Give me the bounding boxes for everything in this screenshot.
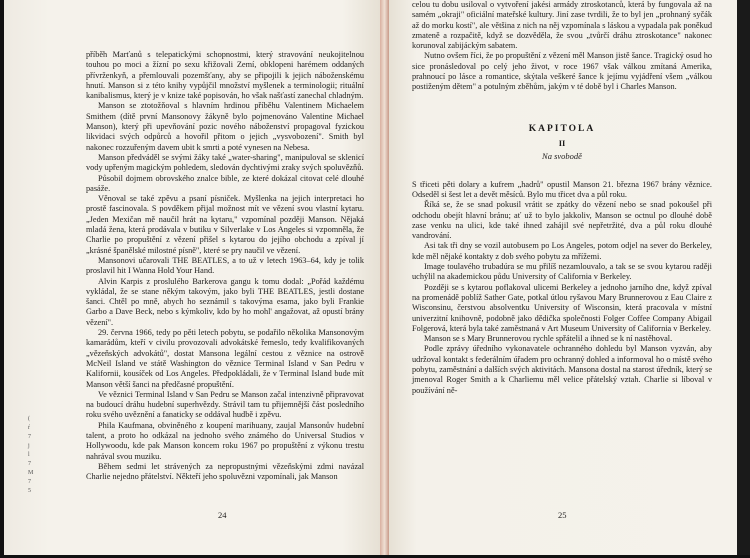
paragraph: Manson se ztotožňoval s hlavním hrdinou příběhu Valentinem Michaelem Smithem (dítě první Mansonovy žákyně bylo pojmenováno Valentine Michael Manson), který při upevňování pozic nového náboženství propagoval fyzickou likvidaci svých odpůrců a hovořil přitom o jejich „vysvobození". Smith byl nakonec rozzuřeným davem ubit k smrti a poté vynesen na Nebesa. [86, 101, 364, 152]
paragraph: Manson se s Mary Brunnerovou rychle spřátelil a ihned se k ní nastěhoval. [424, 334, 673, 344]
book-spine [380, 0, 389, 555]
paragraph: příběh Marťanů s telepatickými schopnostmi, který stravování neukojitelnou touhou po moci a žízní po sexu křižovali Zemí, obklopeni harémem oddaných přívrženkyň, a přemlouvali pozemšťany, aby se připojili k jejich náboženskému hnutí. Manson si z této knihy vypůjčil množství myšlenek a terminologii; rituální kanibalismus, který je v knize také popisován, ho však našťastí zanechal chladným. [86, 50, 364, 101]
margin-mark: 7 [28, 479, 31, 485]
paragraph: Manson předváděl se svými žáky také „water-sharing", manipuloval se sklenicí vody upřeným magickým pohledem, sledován dychtivými zraky svých spoluvězňů. [86, 152, 364, 173]
left-page [4, 0, 381, 555]
paragraph: celou tu dobu usiloval o vytvoření jakési armády ztroskotanců, která by fungovala až na samém „okraji" oficiální mateřské kultury. Jiní zase tvrdili, že to byl jen „prohnaný syčák až do morku kostí", ale většina z nich na něj vzpomínala s láskou a vypadala pak poněkud zmateně a rozpačitě, když se dozvěděla, že svou „tvůrčí dráhu ztroskotance" nakonec korunoval zabijáckým sabatem. [412, 0, 712, 51]
paragraph: Asi tak tři dny se vozil autobusem po Los Angeles, potom odjel na sever do Berkeley, kde měl nějaké kontakty z dob svého pobytu za mřížemi. [412, 241, 712, 261]
right-bottom-text [412, 180, 712, 396]
margin-mark: 7 [28, 434, 31, 440]
paragraph: Image toulavého trubadúra se mu přilíš nezamlouvalo, a tak se se svou kytarou raději uchýlil na akademickou půdu University of California v Berkeley. [412, 262, 712, 282]
paragraph: 29. června 1966, tedy po pěti letech pobytu, se podařilo několika Mansonovým kamarádům, kteří v civilu provozovali advokátské řemeslo, tedy kvalifikovaných „vězeňských advokátů", dostat Mansona legální cestou z věznice na ostrově McNeil Island ve státě Washington do věznice Terminal Island v San Pedru v Kalifornii, kousíček od Los Angeles. Předpokládali, že v Terminal Island bude mít Manson větší šanci na předčasné propuštění. [86, 328, 364, 389]
paragraph: Ve věznici Terminal Island v San Pedru se Manson začal intenzivně připravovat na budoucí dráhu hudební superhvězdy. Strávil tam tu přijemnější část posledního roku svého uvěznění a fanaticky se oddával hudbě i zpěvu. [86, 389, 364, 420]
right-page [389, 0, 737, 555]
margin-mark: ( [28, 416, 30, 422]
margin-mark: 5 [28, 488, 31, 494]
page-number-left: 24 [218, 510, 227, 520]
margin-mark: 7 [28, 461, 31, 467]
paragraph: Mansonovi učarovali THE BEATLES, a to už v letech 1963–64, kdy je tolik proslavil hit I Wanna Hold Your Hand. [86, 255, 364, 276]
margin-mark: l [28, 452, 30, 458]
left-page-text [86, 50, 364, 482]
paragraph: Později se s kytarou poflakoval ulicemi Berkeley a jednoho jarního dne, když zpíval na promenádě poblíž Sather Gate, potkal útlou ryšavou Mary Brunnerovou z Eau Claire z Wisconsinu, čerstvou absolventku University of Wisconsin, která pracovala v místní univerzitní knihovně, podobně jako dědička společnosti Folger Coffee Company Abigail Folgerová, která byla také zaměstnaná v Art Museum University of California v Berkeley. [412, 282, 712, 333]
paragraph: Podle zprávy úředního vykonavatele ochranného dohledu byl Manson vyzván, aby udržoval kontakt s federálním úřadem pro ochranný dohled a informoval ho o místě svého pobytu, zaměstnání a dalších svých aktivitách. Mansona dostal na starost úředník, který se jmenoval Roger Smith a k Charliemu měl velice přátelský vztah. Charlie si líboval v používání ně- [412, 344, 712, 395]
paragraph: Během sedmi let strávených za nepropustnými vězeňskými zdmi navázal Charlie nejedno přátelství. Někteří jeho spoluvězni vzpomínali, jak Manson [86, 461, 364, 482]
paragraph: Nutno ovšem říci, že po propuštění z vězení měl Manson jistě šance. Tragický osud ho sice pronásledoval po celý jeho život, v roce 1967 však válkou zmítaná Amerika, prahnoucí po lásce a romantice, skýtala veškeré šance k jejímu vyjádření všem „válkou postiženým dětem" a potulným zběhům, jakým v té době byl i Charles Manson. [412, 51, 712, 92]
chapter-title: Na svobodě [542, 150, 582, 161]
paragraph: Věnoval se také zpěvu a psaní písniček. Myšlenka na jejich interpretaci ho prostě fascinovala. S povděkem přijal možnost mít ve vězení svou vlastní kytaru. „Jeden Mexičan mě naučil hrát na kytaru," vzpomínal později Manson. Nějaká mladá žena, která prodávala v butiku v Silverlake v Los Angeles si vzpomněla, že Charlie po propuštění z vězení přišel s kytarou do jejího obchodu a zpíval jí „krásné španělské milostné písně", které se pry naučil ve vězení. [86, 194, 364, 255]
background-edge [737, 0, 750, 555]
section-spacer [412, 162, 712, 180]
margin-mark: ŕ [28, 425, 30, 431]
right-page-text [412, 0, 712, 396]
paragraph: Phila Kaufmana, obviněného z koupení marihuany, zaujal Mansonův hudební talent, a proto ho odkázal na jednoho svého známého do Universal Studios v Hollywoodu, kde pak Manson koncem roku 1967 po propuštění z výkonu trestu nahrával svou muziku. [86, 420, 364, 461]
chapter-heading [412, 123, 712, 162]
section-spacer [412, 93, 712, 111]
margin-mark: M [28, 470, 34, 476]
margin-marks [28, 415, 36, 496]
margin-mark: j [28, 443, 30, 449]
paragraph: Říká se, že se snad pokusil vrátit se zpátky do vězení nebo se snad pokoušel při odchodu obejít hlavní bránu; ať už to bylo jakkoliv, Manson se octnul po dlouhé době zase venku na ulici, kde také ihned zahájil své nepřetržité, dva a půl roku dlouhé vandrování. [412, 200, 712, 241]
page-number-right: 25 [558, 510, 567, 520]
chapter-number: II [558, 137, 566, 148]
paragraph: Alvin Karpis z proslulého Barkerova gangu k tomu dodal: „Pořád každému vykládal, že se stane někým takovým, jako byli THE BEATLES, jestli dostane šanci. Chtěl po mně, abych ho seznámil s takovýma esama, jako byli Frankie Garbo a Dave Beck, nebo s kýmkoliv, kdo by ho mohl' angažovat, až opustí brány vězení". [86, 276, 364, 327]
paragraph: S třiceti pěti dolary a kufrem „hadrů" opustil Manson 21. března 1967 brány věznice. Odseděl si šest let a devět měsíců. Bylo mu třicet dva a půl roku. [412, 179, 712, 199]
chapter-label: KAPITOLA [528, 123, 596, 134]
right-top-text [412, 0, 712, 93]
paragraph: Působil dojmem obrovského znalce bible, ze které dokázal citovat celé dlouhé pasáže. [86, 173, 364, 193]
